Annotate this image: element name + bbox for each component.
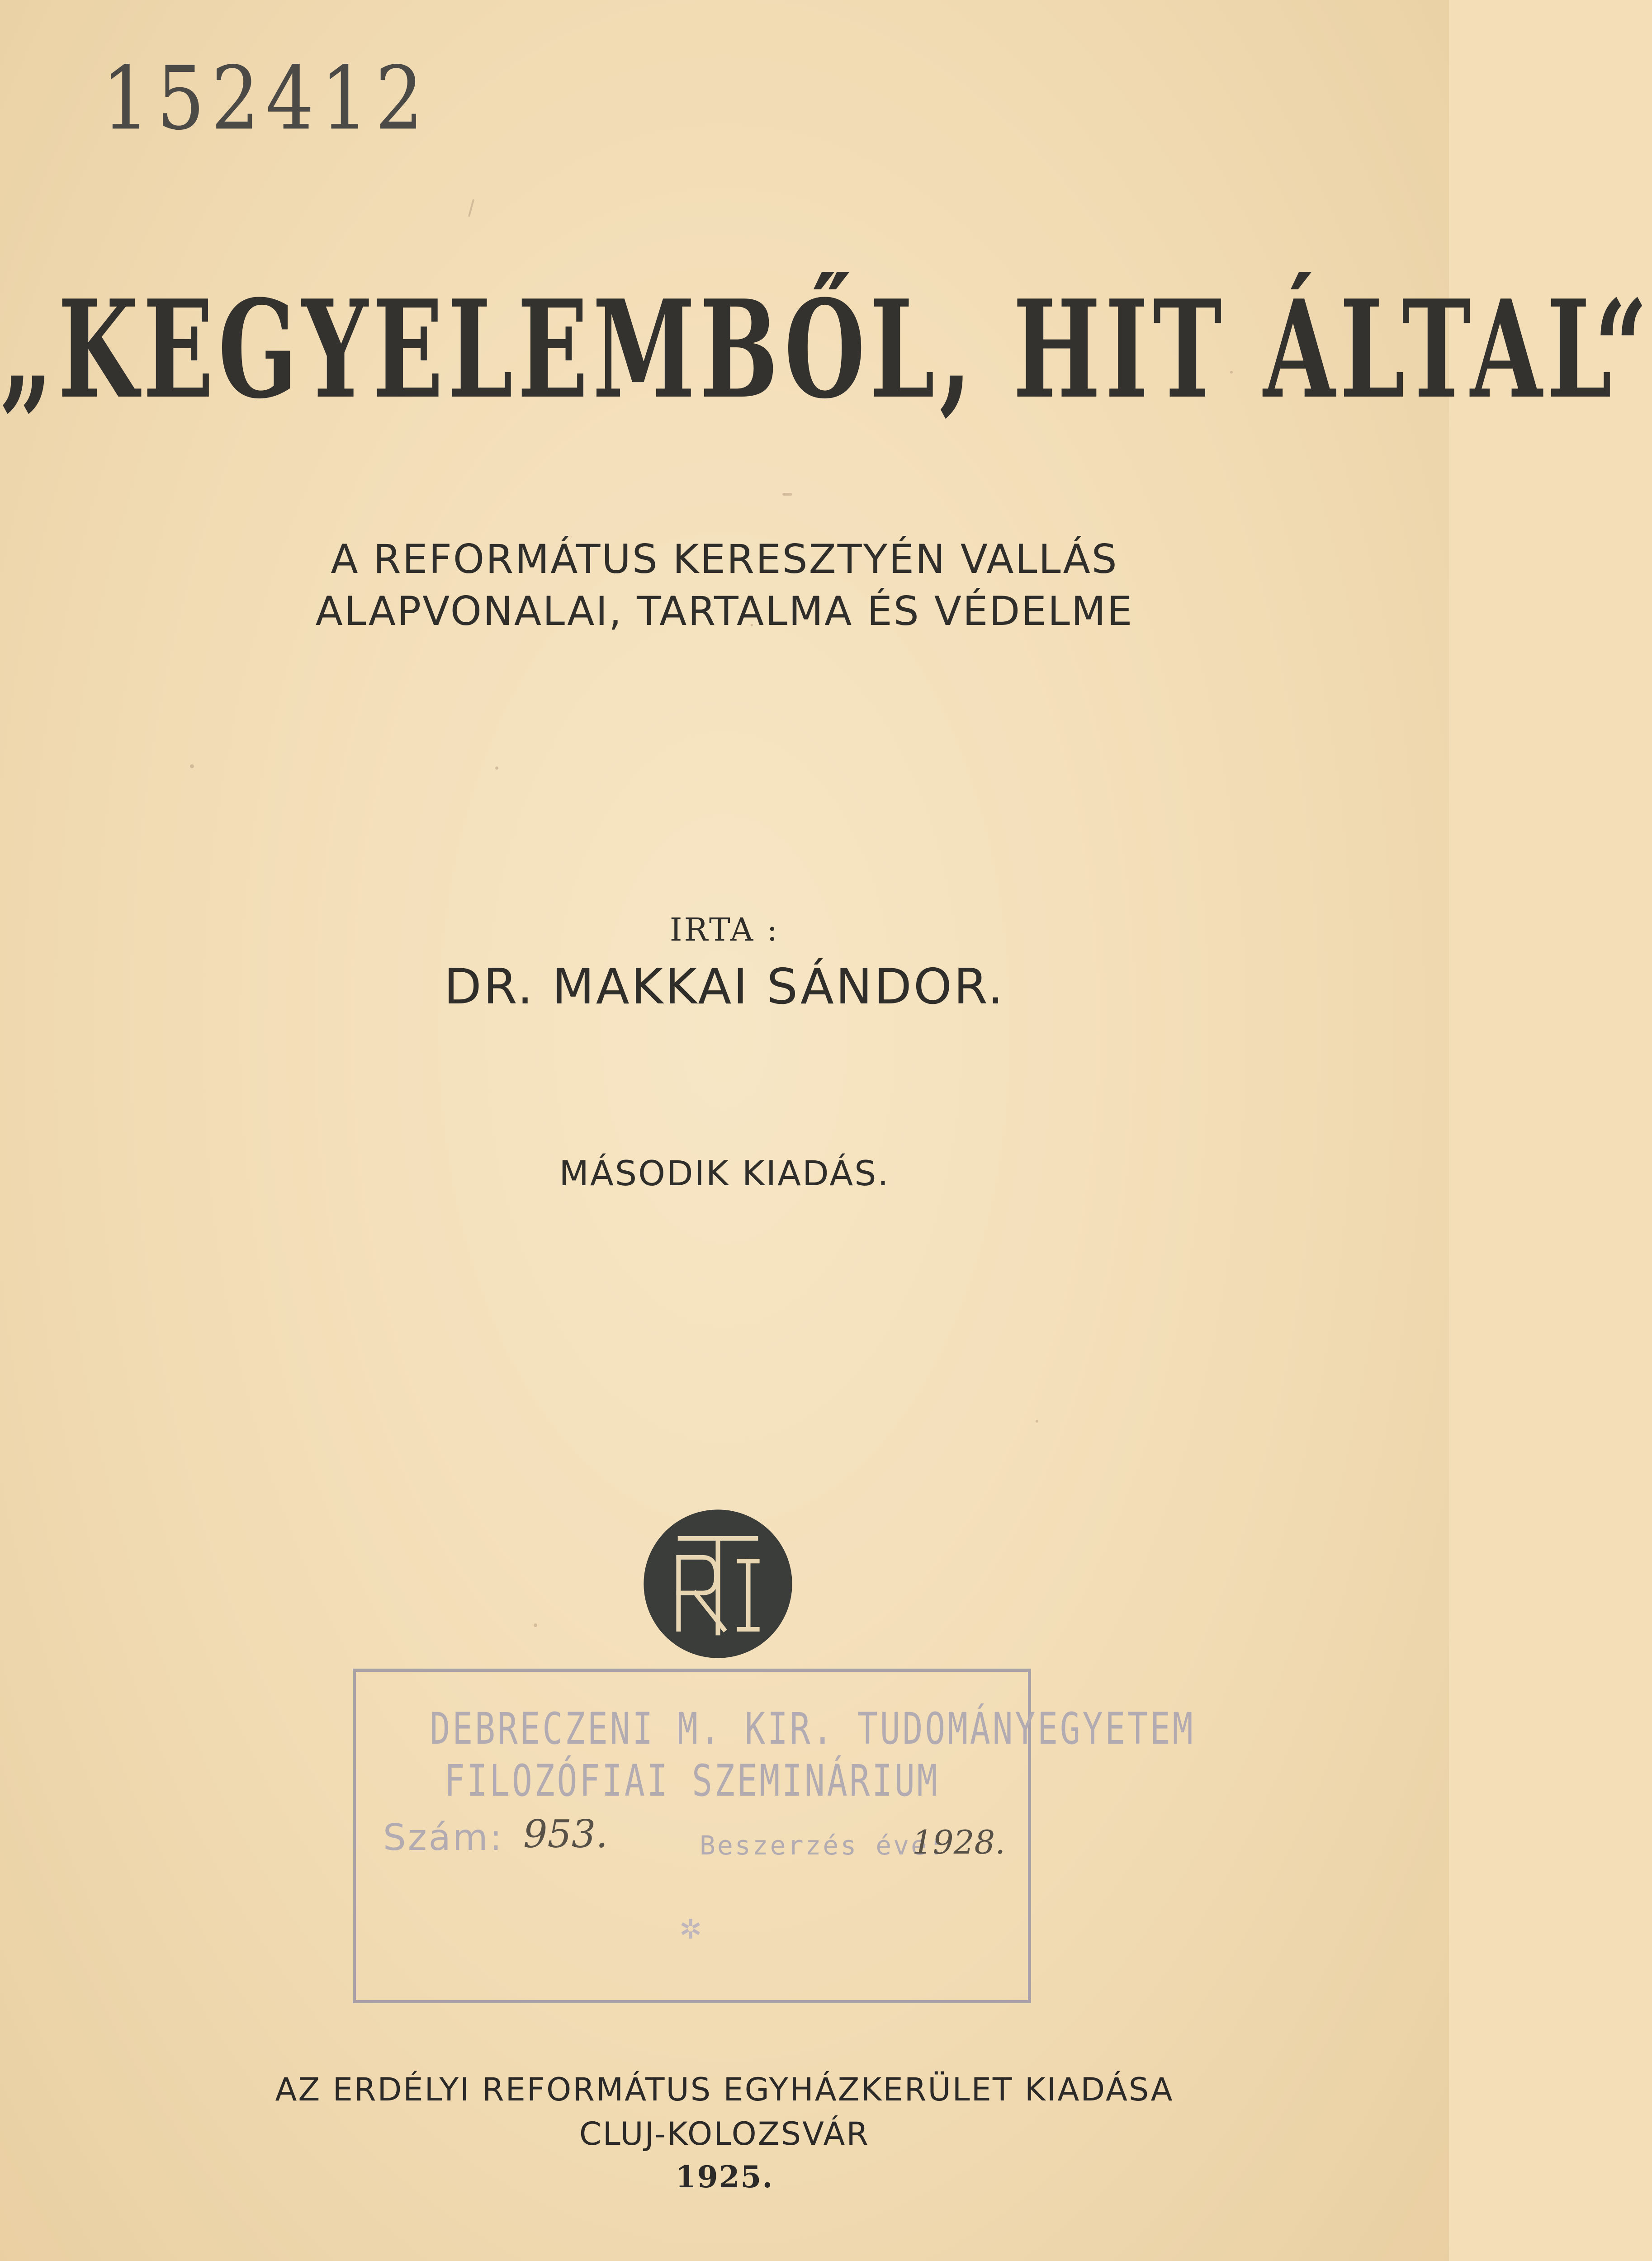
paper-speck: [534, 1623, 537, 1627]
book-title: „KEGYELEMBŐL, HIT ÁLTAL“: [0, 271, 1652, 429]
paper-speck: [1036, 1420, 1038, 1423]
paper-fiber: [468, 199, 474, 217]
publisher-line: AZ ERDÉLYI REFORMÁTUS EGYHÁZKERÜLET KIADÁSA: [275, 2071, 1174, 2108]
accession-number: 152412: [102, 47, 430, 150]
stamp-seminar-line: FILOZÓFIAI SZEMINÁRIUM: [444, 1755, 940, 1806]
stamp-star-icon: ✲: [679, 1914, 702, 1944]
stamp-number-value: 953.: [523, 1812, 608, 1856]
publisher-monogram-icon: [642, 1508, 794, 1660]
paper-speck: [190, 764, 194, 768]
publisher-city: CLUJ-KOLOZSVÁR: [579, 2115, 870, 2152]
subtitle-line-2: ALAPVONALAI, TARTALMA ÉS VÉDELME: [315, 588, 1134, 634]
subtitle-line-1: A REFORMÁTUS KERESZTYÉN VALLÁS: [331, 536, 1118, 582]
stamp-year-value: 1928.: [912, 1823, 1006, 1861]
stamp-institution-line: DEBRECZENI M. KIR. TUDOMÁNYEGYETEM: [430, 1703, 1195, 1754]
author-name: DR. MAKKAI SÁNDOR.: [444, 959, 1005, 1015]
paper-speck: [495, 766, 498, 770]
library-stamp: [353, 1669, 1195, 2003]
stamp-year-label: Beszerzés éve:: [700, 1830, 946, 1861]
stamp-number-label: Szám:: [383, 1816, 504, 1859]
edition-note: MÁSODIK KIADÁS.: [559, 1153, 890, 1193]
paper-speck: [782, 493, 792, 496]
publication-year: 1925.: [675, 2159, 774, 2195]
author-label: IRTA :: [669, 911, 780, 948]
